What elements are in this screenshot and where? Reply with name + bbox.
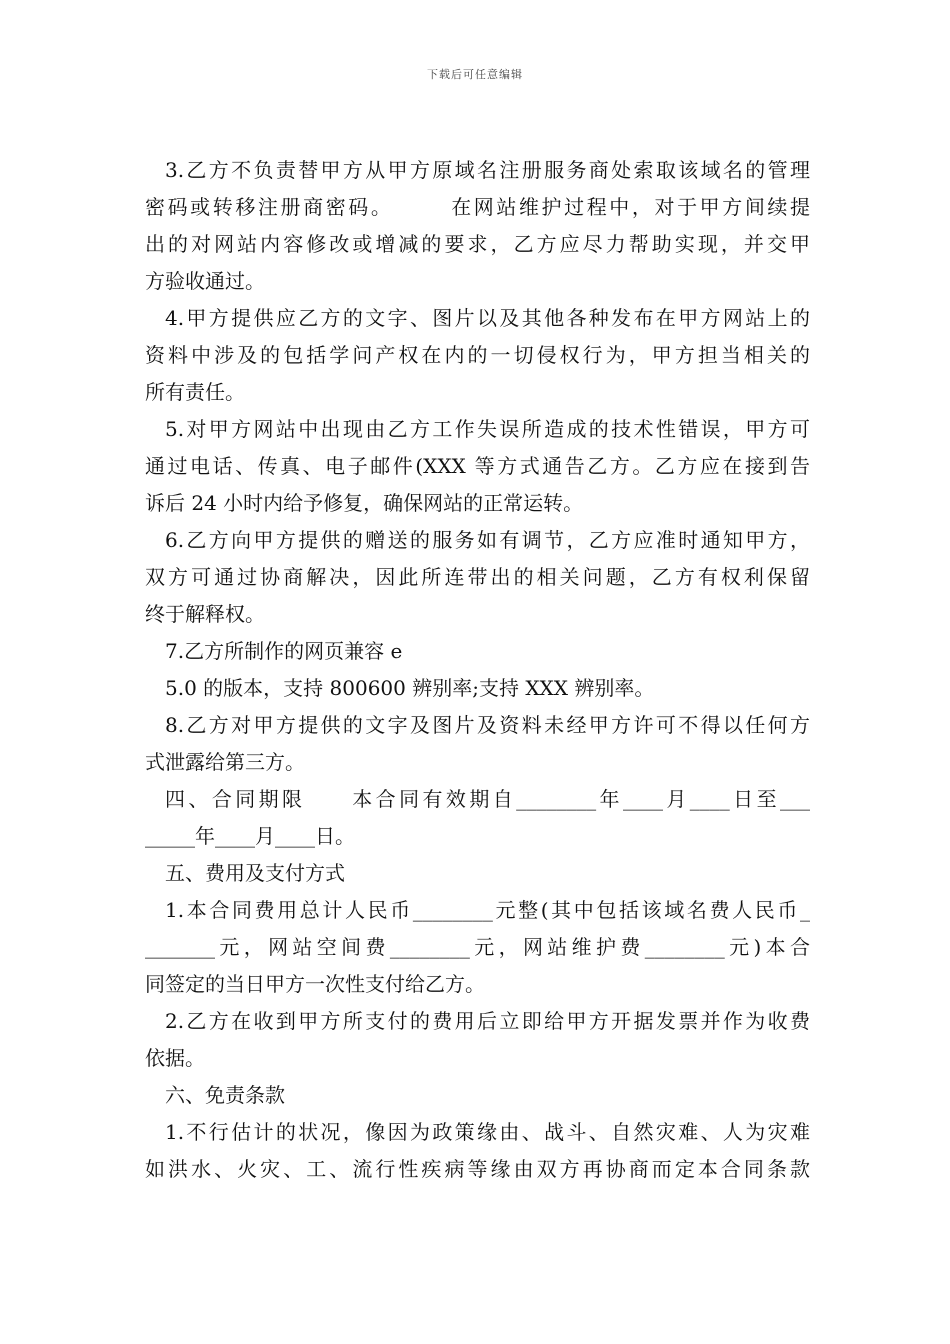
document-text-line: 六、免责条款 [165, 1083, 285, 1107]
document-text-line: 出的对网站内容修改或增减的要求，乙方应尽力帮助实现，并交甲 [145, 232, 810, 256]
document-text-line: 5.对甲方网站中出现由乙方工作失误所造成的技术性错误，甲方可 [165, 417, 810, 441]
document-text-line: 6.乙方向甲方提供的赠送的服务如有调节，乙方应准时通知甲方， [165, 528, 810, 552]
document-text-line: 四、合同期限 本合同有效期自________年____月____日至___ [165, 787, 810, 811]
document-text-line: 诉后 24 小时内给予修复，确保网站的正常运转。 [145, 491, 584, 515]
document-text-line: 依据。 [145, 1046, 205, 1070]
document-text-line: 2.乙方在收到甲方所支付的费用后立即给甲方开据发票并作为收费 [165, 1009, 810, 1033]
document-text-line: 如洪水、火灾、工、流行性疾病等缘由双方再协商而定本合同条款 [145, 1157, 810, 1181]
document-text-line: 7.乙方所制作的网页兼容 e [165, 639, 403, 663]
document-text-line: 4.甲方提供应乙方的文字、图片以及其他各种发布在甲方网站上的 [165, 306, 810, 330]
document-text-line: _____年____月____日。 [145, 824, 355, 848]
document-text-line: 3.乙方不负责替甲方从甲方原域名注册服务商处索取该域名的管理 [165, 158, 810, 182]
document-text-line: 5.0 的版本，支持 800600 辨别率;支持 XXX 辨别率。 [165, 676, 655, 700]
document-text-line: 资料中涉及的包括学问产权在内的一切侵权行为，甲方担当相关的 [145, 343, 810, 367]
document-text-line: 同签定的当日甲方一次性支付给乙方。 [145, 972, 485, 996]
document-text-line: 通过电话、传真、电子邮件(XXX 等方式通告乙方。乙方应在接到告 [145, 454, 810, 478]
document-text-line: 五、费用及支付方式 [165, 861, 345, 885]
document-text-line: 1.本合同费用总计人民币________元整(其中包括该域名费人民币_ [165, 898, 810, 922]
document-text-line: 式泄露给第三方。 [145, 750, 305, 774]
document-text-line: 1.不行估计的状况，像因为政策缘由、战斗、自然灾难、人为灾难 [165, 1120, 810, 1144]
document-text-line: 终于解释权。 [145, 602, 265, 626]
document-body [145, 152, 810, 1188]
page-header-note: 下载后可任意编辑 [427, 68, 523, 81]
document-text-line: 双方可通过协商解决，因此所连带出的相关问题，乙方有权利保留 [145, 565, 810, 589]
document-text-line: 密码或转移注册商密码。 在网站维护过程中，对于甲方间续提 [145, 195, 810, 219]
document-text-line: 方验收通过。 [145, 269, 265, 293]
document-text-line: 8.乙方对甲方提供的文字及图片及资料未经甲方许可不得以任何方 [165, 713, 810, 737]
document-text-line: _______元，网站空间费________元，网站维护费________元)本合 [145, 935, 810, 959]
document-text-line: 所有责任。 [145, 380, 245, 404]
